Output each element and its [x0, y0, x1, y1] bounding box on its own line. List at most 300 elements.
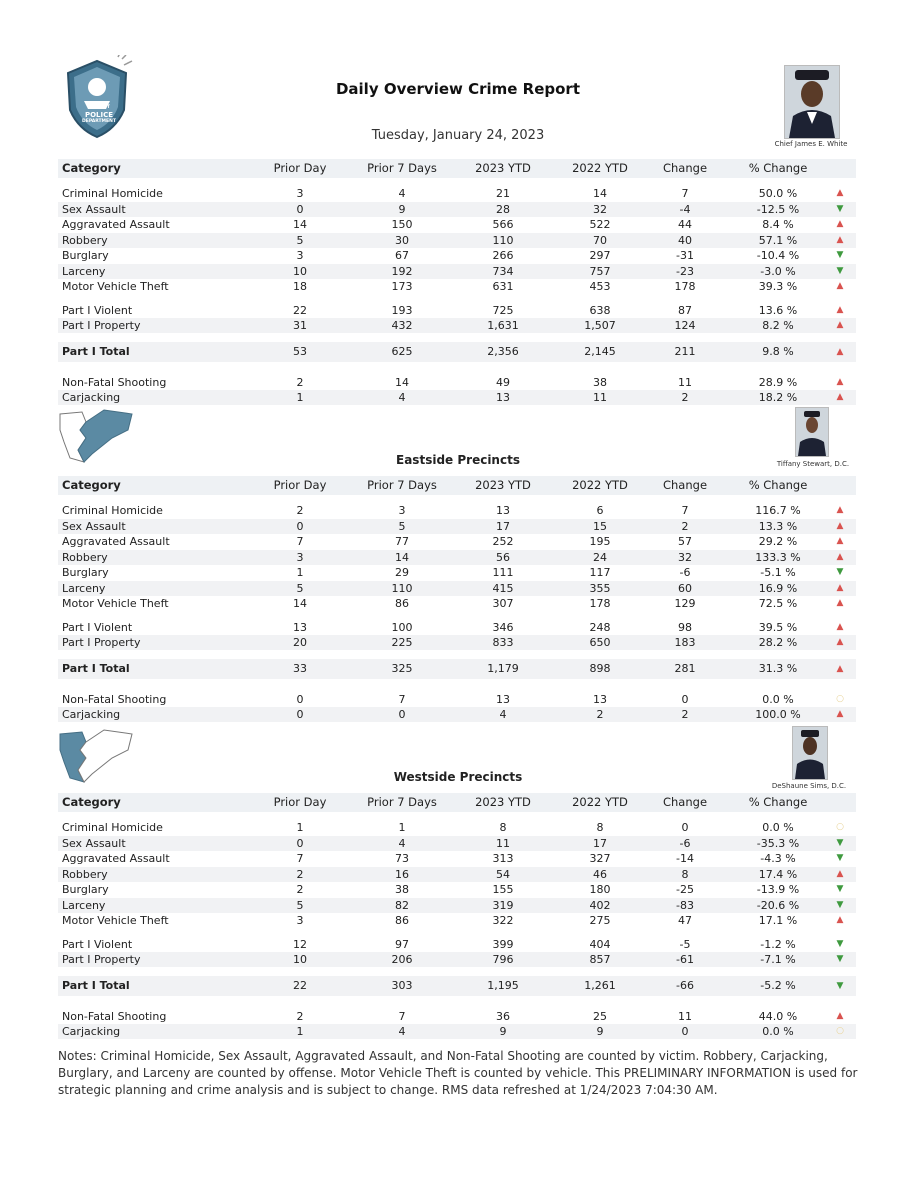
cell-cat: Aggravated Assault: [62, 535, 170, 548]
cell-ytd: 1,631: [487, 319, 519, 332]
table-row: [58, 534, 856, 549]
cell-ytd2: 25: [593, 1009, 607, 1023]
cell-ytd2: 32: [593, 202, 607, 216]
cell-chg: 87: [678, 303, 692, 317]
column-header: Category: [62, 795, 121, 809]
cell-cat: Burglary: [62, 566, 109, 579]
cell-ytd: 49: [496, 375, 510, 389]
cell-pct: 13.6 %: [758, 303, 798, 317]
cell-ytd2: 2,145: [584, 344, 616, 358]
cell-p7: 432: [391, 319, 413, 332]
cell-chg: 7: [681, 187, 689, 200]
cell-pd: 3: [296, 249, 304, 262]
cell-cat: Criminal Homicide: [62, 821, 163, 834]
trend-up-icon: ▲: [836, 392, 844, 402]
cell-pd: 2: [296, 883, 304, 896]
cell-pd: 18: [293, 280, 307, 293]
cell-pd: 0: [296, 836, 304, 850]
cell-pct: -10.4 %: [756, 249, 800, 262]
cell-pct: 0.0 %: [762, 1025, 794, 1038]
cell-pd: 5: [296, 233, 304, 247]
cell-p7: 1: [398, 821, 406, 834]
cell-pct: 50.0 %: [758, 187, 798, 200]
column-header: Change: [662, 161, 708, 175]
report-notes: Notes: Criminal Homicide, Sex Assault, Aggravated Assault, and Non-Fatal Shooting are counted by victim. Robbery, Carjacking, Burglary, and Larceny are counted by offense. Motor Vehicle Theft is counted by vehicle. This PRELIMINARY INFORMATION is used for strategic planning and crime analysis and is subject to change. RMS data refreshed at 1/24/2023 7:04:30 AM.: [58, 1049, 858, 1097]
cell-chg: -5: [679, 937, 691, 951]
cell-p7: 3: [398, 504, 406, 517]
trend-down-icon: ▼: [836, 837, 844, 848]
trend-up-icon: ▲: [836, 915, 844, 925]
cell-p7: 86: [395, 914, 409, 927]
table-row: [58, 186, 856, 201]
cell-ytd: 631: [492, 280, 514, 293]
cell-cat: Part I Property: [62, 636, 141, 649]
cell-p7: 4: [398, 187, 406, 200]
table-row: [58, 279, 856, 294]
cell-pd: 0: [296, 202, 304, 216]
cell-ytd: 566: [492, 218, 514, 231]
trend-down-icon: ▼: [836, 250, 844, 260]
cell-pct: 31.3 %: [758, 661, 798, 675]
cell-ytd2: 15: [593, 519, 607, 533]
column-header: Prior 7 Days: [367, 161, 437, 175]
cell-ytd2: 70: [593, 233, 607, 247]
cell-pct: -13.9 %: [756, 883, 800, 896]
trend-up-icon: ▲: [836, 281, 844, 291]
cell-ytd2: 275: [589, 914, 611, 927]
cell-pct: 17.4 %: [758, 867, 798, 881]
cell-chg: 47: [678, 914, 692, 927]
logo-text-line: DETROIT: [88, 105, 110, 110]
table-row: [58, 898, 856, 913]
cell-cat: Part I Violent: [62, 937, 133, 951]
cell-pd: 2: [296, 375, 304, 389]
cell-ytd: 8: [499, 821, 507, 834]
cell-p7: 38: [395, 883, 409, 896]
cell-chg: 2: [681, 519, 689, 533]
column-header: % Change: [748, 478, 808, 492]
cell-ytd: 2,356: [487, 344, 519, 358]
cell-ytd2: 38: [593, 375, 607, 389]
table-row: [58, 519, 856, 534]
cell-p7: 16: [395, 867, 409, 881]
cell-p7: 97: [395, 937, 409, 951]
cell-pd: 3: [296, 914, 304, 927]
cell-pct: 29.2 %: [758, 535, 798, 548]
cell-cat: Aggravated Assault: [62, 852, 170, 865]
cell-ytd: 322: [492, 914, 514, 927]
cell-p7: 4: [398, 391, 406, 404]
cell-ytd: 21: [496, 187, 510, 200]
cell-cat: Robbery: [62, 867, 108, 881]
cell-pd: 1: [296, 391, 304, 404]
cell-ytd2: 46: [593, 867, 607, 881]
cell-pd: 22: [293, 303, 307, 317]
cell-chg: 129: [674, 597, 696, 610]
trend-neutral-icon: ○: [836, 822, 844, 832]
cell-cat: Part I Property: [62, 319, 141, 332]
westside-caption: DeShaune Sims, D.C.: [771, 782, 847, 790]
cell-p7: 625: [391, 344, 413, 358]
cell-cat: Part I Violent: [62, 620, 133, 634]
cell-ytd: 313: [492, 852, 514, 865]
cell-pct: 0.0 %: [762, 821, 794, 834]
table-row: [58, 375, 856, 390]
cell-ytd2: 180: [589, 883, 611, 896]
cell-ytd2: 8: [596, 821, 604, 834]
cell-pd: 10: [293, 264, 307, 278]
cell-cat: Carjacking: [62, 708, 121, 721]
cell-p7: 7: [398, 692, 406, 706]
column-header: 2023 YTD: [475, 161, 531, 175]
cell-p7: 67: [395, 249, 409, 262]
cell-chg: -25: [676, 883, 694, 896]
cell-ytd2: 195: [589, 535, 611, 548]
cell-pd: 12: [293, 937, 307, 951]
cell-ytd2: 24: [593, 550, 607, 564]
cell-ytd: 17: [496, 519, 510, 533]
table-row: [58, 620, 856, 635]
cell-pct: 44.0 %: [758, 1009, 798, 1023]
cell-chg: 57: [678, 535, 692, 548]
cell-pd: 22: [293, 978, 307, 992]
cell-chg: 0: [681, 692, 689, 706]
cell-cat: Larceny: [62, 581, 106, 595]
cell-p7: 206: [391, 953, 413, 966]
cell-ytd2: 1,507: [584, 319, 616, 332]
cell-ytd2: 178: [589, 597, 611, 610]
cell-chg: 98: [678, 620, 692, 634]
trend-up-icon: ▲: [836, 505, 844, 515]
cell-pd: 5: [296, 898, 304, 912]
trend-up-icon: ▲: [836, 234, 844, 245]
table-row: [58, 503, 856, 518]
cell-ytd2: 1,261: [584, 978, 616, 992]
cell-pct: 0.0 %: [762, 692, 794, 706]
cell-cat: Criminal Homicide: [62, 504, 163, 517]
table-row: [58, 318, 856, 333]
cell-cat: Part I Total: [62, 978, 130, 992]
cell-p7: 14: [395, 550, 409, 564]
cell-pct: 100.0 %: [755, 708, 801, 721]
cell-ytd: 4: [499, 708, 507, 721]
cell-pct: -4.3 %: [760, 852, 796, 865]
cell-pct: -20.6 %: [756, 898, 800, 912]
trend-up-icon: ▲: [836, 868, 844, 879]
cell-p7: 73: [395, 852, 409, 865]
cell-cat: Carjacking: [62, 1025, 121, 1038]
trend-down-icon: ▼: [836, 899, 844, 910]
cell-cat: Part I Violent: [62, 303, 133, 317]
cell-ytd2: 327: [589, 852, 611, 865]
table-row: [58, 820, 856, 835]
cell-cat: Carjacking: [62, 391, 121, 404]
cell-pct: -5.1 %: [760, 566, 796, 579]
trend-neutral-icon: ○: [836, 693, 844, 704]
cell-p7: 29: [395, 566, 409, 579]
cell-ytd: 54: [496, 867, 510, 881]
cell-pct: 13.3 %: [758, 519, 798, 533]
cell-pd: 20: [293, 636, 307, 649]
cell-ytd2: 453: [589, 280, 611, 293]
cell-chg: 44: [678, 218, 692, 231]
trend-up-icon: ▲: [836, 663, 844, 674]
cell-ytd: 28: [496, 202, 510, 216]
cell-chg: -23: [676, 264, 694, 278]
cell-ytd2: 402: [589, 898, 611, 912]
cell-chg: -83: [676, 898, 694, 912]
trend-up-icon: ▲: [836, 219, 844, 229]
cell-pd: 1: [296, 566, 304, 579]
cell-ytd2: 117: [589, 566, 611, 579]
cell-pd: 7: [296, 535, 304, 548]
cell-chg: -61: [676, 953, 694, 966]
cell-pct: 28.2 %: [758, 636, 798, 649]
logo-text: [80, 105, 118, 125]
cell-p7: 325: [391, 661, 413, 675]
cell-ytd: 1,179: [487, 661, 519, 675]
cell-ytd2: 248: [589, 620, 611, 634]
trend-up-icon: ▲: [836, 621, 844, 632]
cell-ytd: 252: [492, 535, 514, 548]
trend-up-icon: ▲: [836, 709, 844, 719]
cell-pd: 13: [293, 620, 307, 634]
trend-down-icon: ▼: [836, 853, 844, 863]
cell-pct: -7.1 %: [760, 953, 796, 966]
cell-ytd: 346: [492, 620, 514, 634]
cell-ytd2: 857: [589, 953, 611, 966]
table-header: [58, 476, 856, 495]
table-row: [58, 913, 856, 928]
cell-cat: Sex Assault: [62, 202, 126, 216]
cell-cat: Sex Assault: [62, 836, 126, 850]
trend-up-icon: ▲: [836, 637, 844, 647]
cell-pd: 14: [293, 218, 307, 231]
cell-ytd: 110: [492, 233, 514, 247]
cell-pct: 57.1 %: [758, 233, 798, 247]
cell-pct: 16.9 %: [758, 581, 798, 595]
cell-pd: 0: [296, 708, 304, 721]
cell-pct: 133.3 %: [755, 550, 801, 564]
table-row: [58, 707, 856, 722]
westside-dc-photo: [792, 726, 828, 780]
trend-down-icon: ▼: [836, 567, 844, 577]
column-header: Change: [662, 795, 708, 809]
cell-cat: Non-Fatal Shooting: [62, 1009, 167, 1023]
cell-cat: Non-Fatal Shooting: [62, 692, 167, 706]
table-row: [58, 596, 856, 611]
cell-chg: 178: [674, 280, 696, 293]
cell-ytd2: 11: [593, 391, 607, 404]
cell-chg: -6: [679, 836, 691, 850]
cell-p7: 7: [398, 1009, 406, 1023]
trend-up-icon: ▲: [836, 304, 844, 315]
cell-ytd: 319: [492, 898, 514, 912]
cell-pd: 1: [296, 821, 304, 834]
cell-ytd: 9: [499, 1025, 507, 1038]
cell-cat: Motor Vehicle Theft: [62, 280, 169, 293]
table-row: [58, 342, 856, 362]
cell-chg: -31: [676, 249, 694, 262]
cell-ytd2: 757: [589, 264, 611, 278]
cell-cat: Motor Vehicle Theft: [62, 597, 169, 610]
cell-cat: Robbery: [62, 550, 108, 564]
cell-ytd: 266: [492, 249, 514, 262]
table-row: [58, 581, 856, 596]
cell-pd: 3: [296, 550, 304, 564]
cell-pct: 39.5 %: [758, 620, 798, 634]
cell-pct: 39.3 %: [758, 280, 798, 293]
cell-chg: 32: [678, 550, 692, 564]
trend-up-icon: ▲: [836, 520, 844, 531]
westside-title: Westside Precincts: [393, 770, 523, 784]
cell-chg: -66: [676, 978, 694, 992]
eastside-caption: Tiffany Stewart, D.C.: [776, 460, 850, 468]
column-header: 2023 YTD: [475, 478, 531, 492]
table-header: [58, 793, 856, 812]
trend-up-icon: ▲: [836, 551, 844, 562]
cell-ytd: 307: [492, 597, 514, 610]
cell-ytd2: 297: [589, 249, 611, 262]
cell-cat: Criminal Homicide: [62, 187, 163, 200]
cell-pct: 116.7 %: [755, 504, 801, 517]
cell-chg: 2: [681, 708, 689, 721]
eastside-dc-photo: [795, 407, 829, 457]
cell-ytd2: 522: [589, 218, 611, 231]
chief-photo: [784, 65, 840, 139]
table-row: [58, 233, 856, 248]
cell-p7: 225: [391, 636, 413, 649]
cell-pct: 17.1 %: [758, 914, 798, 927]
cell-pct: -35.3 %: [756, 836, 800, 850]
report-title: Daily Overview Crime Report: [335, 80, 581, 98]
cell-cat: Robbery: [62, 233, 108, 247]
table-row: [58, 836, 856, 851]
trend-down-icon: ▼: [836, 203, 844, 214]
column-header: % Change: [748, 795, 808, 809]
cell-chg: 2: [681, 391, 689, 404]
table-row: [58, 976, 856, 996]
cell-cat: Sex Assault: [62, 519, 126, 533]
column-header: 2022 YTD: [572, 161, 628, 175]
table-row: [58, 1024, 856, 1039]
cell-pct: -12.5 %: [756, 202, 800, 216]
cell-pd: 14: [293, 597, 307, 610]
logo-text-line: DEPARTMENT: [82, 119, 116, 124]
cell-chg: 40: [678, 233, 692, 247]
eastside-title: Eastside Precincts: [396, 453, 520, 467]
table-row: [58, 659, 856, 679]
trend-up-icon: ▲: [836, 320, 844, 330]
cell-ytd: 56: [496, 550, 510, 564]
cell-ytd2: 13: [593, 692, 607, 706]
table-row: [58, 952, 856, 967]
cell-pd: 2: [296, 504, 304, 517]
trend-down-icon: ▼: [836, 938, 844, 949]
table-row: [58, 202, 856, 217]
cell-pd: 5: [296, 581, 304, 595]
cell-p7: 100: [391, 620, 413, 634]
cell-ytd: 796: [492, 953, 514, 966]
cell-pct: 9.8 %: [762, 344, 794, 358]
cell-ytd2: 2: [596, 708, 604, 721]
cell-cat: Part I Total: [62, 344, 130, 358]
cell-cat: Motor Vehicle Theft: [62, 914, 169, 927]
table-row: [58, 264, 856, 279]
table-row: [58, 692, 856, 707]
cell-ytd2: 650: [589, 636, 611, 649]
cell-p7: 77: [395, 535, 409, 548]
cell-ytd: 13: [496, 692, 510, 706]
cell-pct: -5.2 %: [760, 978, 796, 992]
table-row: [58, 303, 856, 318]
cell-ytd2: 9: [596, 1025, 604, 1038]
cell-pd: 1: [296, 1025, 304, 1038]
cell-cat: Larceny: [62, 264, 106, 278]
cell-chg: 211: [674, 344, 696, 358]
cell-pct: 28.9 %: [758, 375, 798, 389]
report-date: Tuesday, January 24, 2023: [371, 128, 545, 143]
cell-ytd: 415: [492, 581, 514, 595]
cell-ytd2: 355: [589, 581, 611, 595]
cell-p7: 193: [391, 303, 413, 317]
cell-ytd: 155: [492, 883, 514, 896]
cell-ytd2: 638: [589, 303, 611, 317]
trend-up-icon: ▲: [836, 346, 844, 357]
trend-down-icon: ▼: [836, 884, 844, 894]
cell-chg: 11: [678, 1009, 692, 1023]
column-header: Category: [62, 478, 121, 492]
cell-pct: 8.2 %: [762, 319, 794, 332]
cell-chg: 7: [681, 504, 689, 517]
cell-chg: 124: [674, 319, 696, 332]
cell-cat: Larceny: [62, 898, 106, 912]
cell-chg: 281: [674, 661, 696, 675]
cell-p7: 86: [395, 597, 409, 610]
cell-pd: 53: [293, 344, 307, 358]
cell-ytd: 13: [496, 391, 510, 404]
cell-ytd: 11: [496, 836, 510, 850]
cell-pd: 0: [296, 692, 304, 706]
column-header: % Change: [748, 161, 808, 175]
cell-cat: Non-Fatal Shooting: [62, 375, 167, 389]
column-header: Prior Day: [273, 795, 327, 809]
table-row: [58, 248, 856, 263]
cell-chg: -6: [679, 566, 691, 579]
cell-cat: Part I Total: [62, 661, 130, 675]
cell-chg: 11: [678, 375, 692, 389]
cell-ytd2: 6: [596, 504, 604, 517]
cell-cat: Part I Property: [62, 953, 141, 966]
column-header: 2022 YTD: [572, 795, 628, 809]
column-header: Prior 7 Days: [367, 795, 437, 809]
column-header: Prior Day: [273, 478, 327, 492]
chief-caption: Chief James E. White: [774, 140, 848, 148]
cell-p7: 303: [391, 978, 413, 992]
cell-p7: 0: [398, 708, 406, 721]
cell-pd: 2: [296, 867, 304, 881]
cell-p7: 14: [395, 375, 409, 389]
cell-pd: 10: [293, 953, 307, 966]
cell-pd: 2: [296, 1009, 304, 1023]
logo-text-line: POLICE: [84, 111, 114, 119]
cell-ytd2: 404: [589, 937, 611, 951]
trend-down-icon: ▼: [836, 954, 844, 964]
cell-ytd: 36: [496, 1009, 510, 1023]
trend-up-icon: ▲: [836, 1010, 844, 1021]
cell-pd: 3: [296, 187, 304, 200]
column-header: Category: [62, 161, 121, 175]
